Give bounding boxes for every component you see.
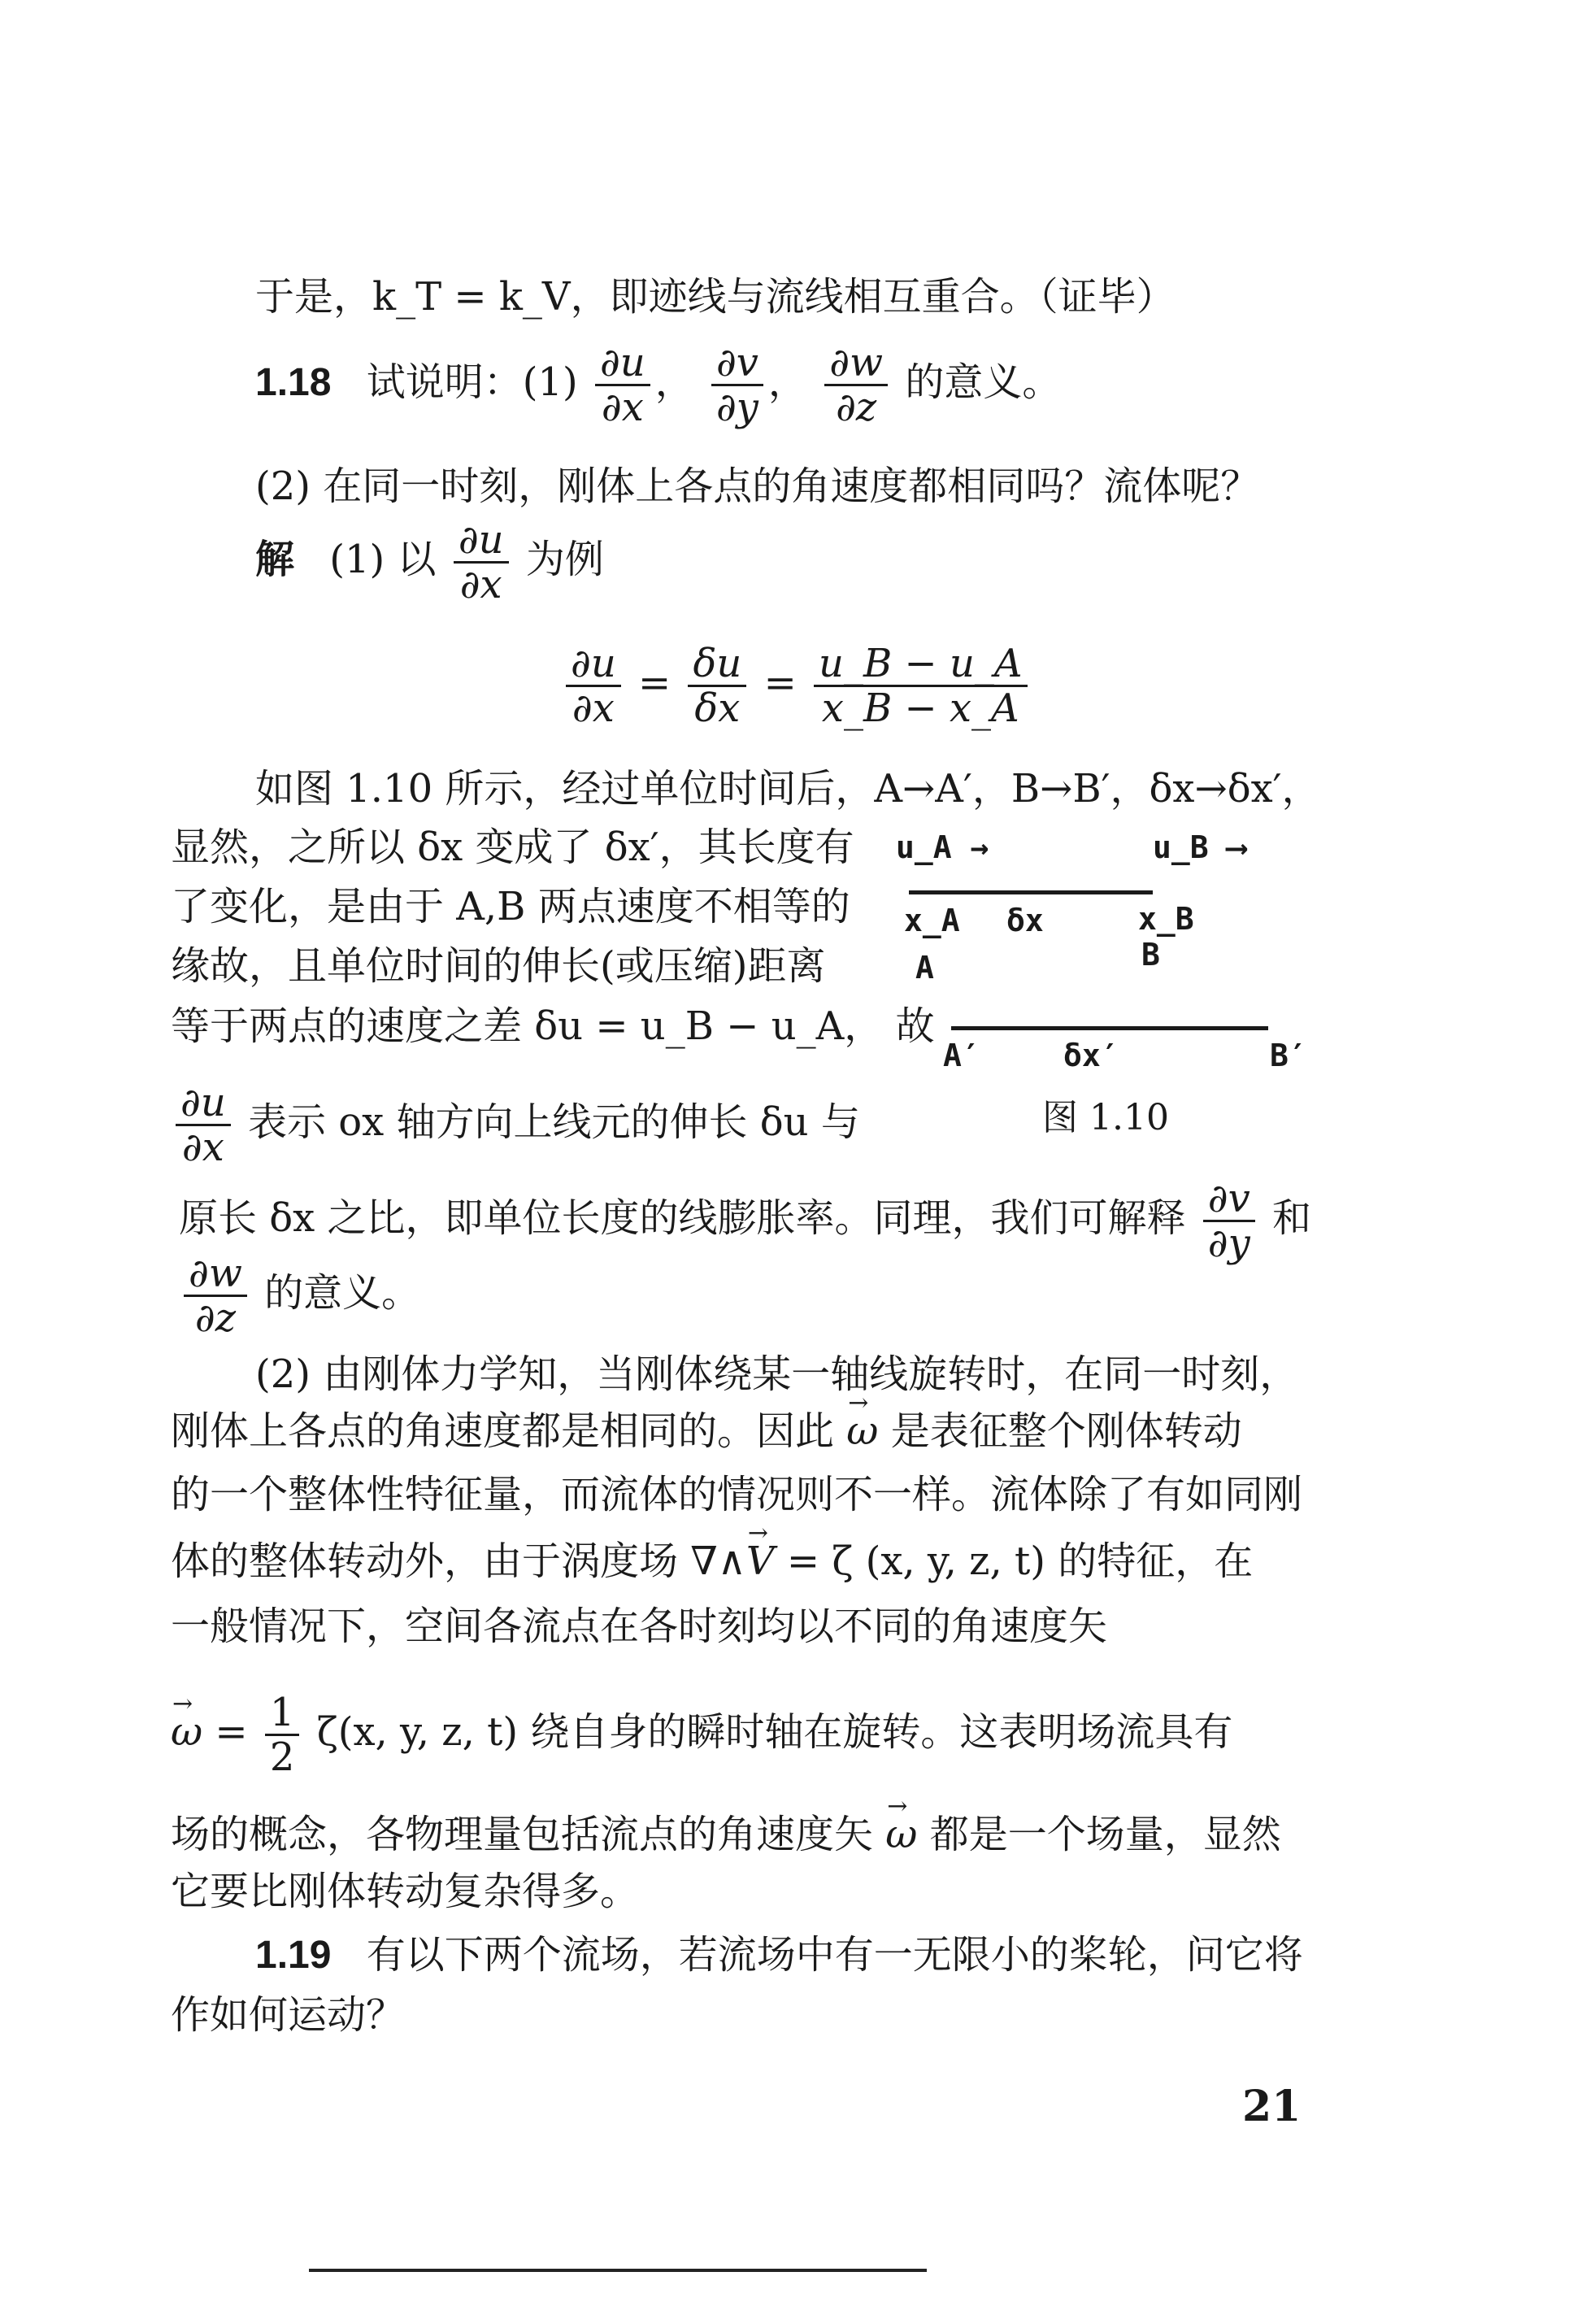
problem-text: 的意义。 [905, 359, 1062, 405]
solution-mark: 解 [255, 537, 295, 582]
omega-vector: → ω [171, 1708, 202, 1756]
omega-vector: → ω [885, 1810, 917, 1859]
label-xa: x_A [904, 903, 960, 938]
text-line: 体的整体转动外，由于涡度场 ∇∧→ V = ζ (x, y, z, t) 的特征，在 [171, 1537, 1253, 1586]
point-b-prime: B′ [1270, 1038, 1307, 1073]
text-line: 于是，k_T = k_V，即迹线与流线相互重合。（证毕） [255, 274, 1176, 320]
bottom-rule [309, 2269, 927, 2272]
problem-number: 1.18 [255, 361, 332, 404]
omega-vector: → ω [846, 1407, 878, 1456]
fraction-dv-dy: $\frac{\partial v}{\partial y}$ [711, 342, 763, 429]
problem-text: 试说明：(1) [366, 359, 578, 405]
problem-1-18: 1.18 试说明：(1) $\frac{\partial u}{\partial x}$ ， $\frac{\partial v}{\partial y}$ ， $\frac{\partial w}{\partial z}$ 的意义。 [255, 340, 1062, 430]
text-line: $\frac{\partial w}{\partial z}$ 的意义。 [179, 1252, 420, 1339]
text-line: 了变化，是由于 A,B 两点速度不相等的 [171, 884, 850, 929]
text-line: → ω = $\frac{1}{2}$ ζ(x, y, z, t) 绕自身的瞬时轴在旋转。这表明场流具有 [171, 1691, 1232, 1778]
text-line: 如图 1.10 所示，经过单位时间后，A→A′，B→B′，δx→δx′， [255, 766, 1321, 812]
page-number: 21 [1242, 2082, 1302, 2131]
text-line: 缘故，且单位时间的伸长(或压缩)距离 [171, 943, 826, 989]
text-line: 刚体上各点的角速度都是相同的。因此 → ω 是表征整个刚体转动 [171, 1407, 1242, 1456]
text-line: 等于两点的速度之差 δu = u_B − u_A， 故 [171, 1003, 935, 1049]
fraction-dw-dz: $\frac{\partial w}{\partial z}$ [824, 342, 888, 429]
velocity-label-ua: u_A → [896, 829, 989, 865]
fraction-du-dx: $\frac{\partial u}{\partial x}$ [595, 342, 650, 429]
point-a-prime: A′ [943, 1038, 980, 1073]
fraction-du-dx: $\frac{\partial u}{\partial x}$ [454, 519, 509, 606]
label-xb: x_B [1138, 901, 1194, 937]
point-a: A [915, 950, 934, 986]
text-line: 一般情况下，空间各流点在各时刻均以不同的角速度矢 [171, 1604, 1108, 1649]
point-b: B [1141, 937, 1160, 973]
problem-1-19: 1.19 有以下两个流场，若流场中有一无限小的桨轮，问它将 [255, 1932, 1303, 1978]
text-line: (2) 在同一时刻，刚体上各点的角速度都相同吗？流体呢？ [255, 463, 1260, 509]
problem-number: 1.19 [255, 1934, 332, 1977]
velocity-vector: → V [746, 1537, 775, 1586]
display-equation: $\frac{\partial u}{\partial x}$ = $\frac{\delta u}{\delta x}$ = $\frac{u\_B - u\_A}{x\_B - x\_A}$ [561, 642, 1032, 729]
text-line: $\frac{\partial u}{\partial x}$ 表示 ox 轴方向上线元的伸长 δu 与 [171, 1081, 860, 1169]
velocity-label-ub: u_B ⟶ [1153, 829, 1246, 865]
label-dx-prime: δx′ [1063, 1038, 1119, 1073]
text-line: 的一个整体性特征量，而流体的情况则不一样。流体除了有如同刚 [171, 1472, 1303, 1517]
text-line: 显然，之所以 δx 变成了 δx′，其长度有 [171, 825, 854, 870]
figure-caption: 图 1.10 [1042, 1097, 1169, 1138]
text-line: 作如何运动？ [171, 1992, 406, 2038]
line-segment-ab [909, 890, 1153, 894]
text-line: (2) 由刚体力学知，当刚体绕某一轴线旋转时，在同一时刻， [255, 1351, 1299, 1397]
label-dx: δx [1006, 903, 1044, 938]
text-line: 它要比刚体转动复杂得多。 [171, 1869, 640, 1914]
solution-line: 解 (1) 以 $\frac{\partial u}{\partial x}$ 为例 [255, 517, 604, 607]
line-segment-a2b2 [951, 1026, 1268, 1030]
text-line: 原长 δx 之比，即单位长度的线膨胀率。同理，我们可解释 $\frac{\partial v}{\partial y}$ 和 [179, 1176, 1311, 1266]
text-line: 场的概念，各物理量包括流点的角速度矢 → ω 都是一个场量，显然 [171, 1810, 1281, 1859]
